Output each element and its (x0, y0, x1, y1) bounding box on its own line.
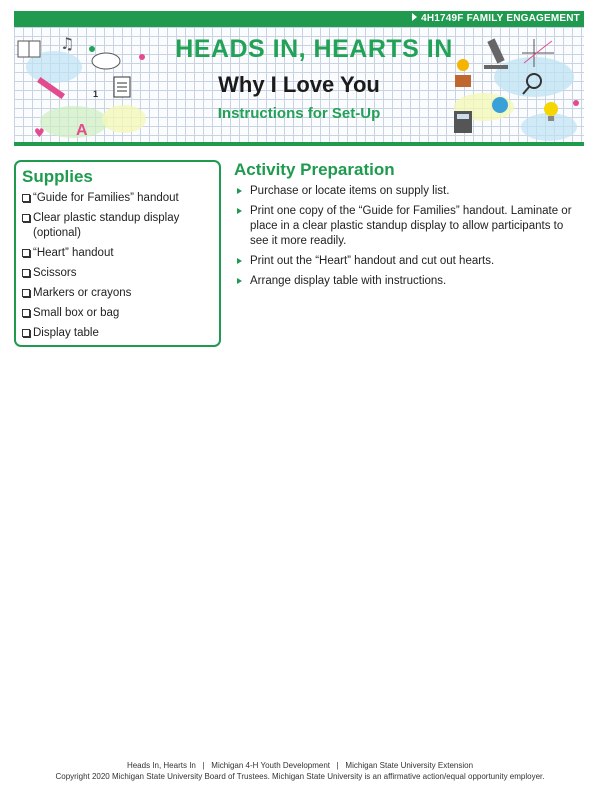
letter-a-icon: A (76, 122, 88, 139)
checkbox-icon (22, 269, 30, 277)
bullet-arrow-icon (237, 258, 242, 264)
supply-item-label: Markers or crayons (33, 287, 132, 299)
arrow-right-icon (412, 13, 417, 21)
supply-item (22, 286, 213, 301)
bullet-arrow-icon (237, 188, 242, 194)
header-banner (14, 27, 584, 146)
activity-preparation-section (234, 160, 584, 294)
supply-item (22, 191, 213, 206)
supply-item-label: Clear plastic standup display (optional) (33, 212, 180, 239)
checkbox-icon (22, 309, 30, 317)
supply-item (22, 326, 213, 341)
preparation-step-text: Purchase or locate items on supply list. (250, 185, 450, 197)
document-code-bar (14, 11, 584, 27)
heart-icon: ♥ (34, 126, 45, 140)
preparation-steps (234, 184, 584, 289)
preparation-step-text: Arrange display table with instructions. (250, 275, 447, 287)
checkbox-icon (22, 194, 30, 202)
preparation-step (234, 254, 584, 269)
supplies-box (14, 160, 221, 347)
checkbox-icon (22, 214, 30, 222)
supplies-heading: Supplies (22, 167, 93, 186)
music-note-icon: ♫ (60, 34, 75, 53)
supply-item-label: Display table (33, 327, 99, 339)
document-code-label: 4H1749F FAMILY ENGAGEMENT (421, 13, 580, 24)
bullet-arrow-icon (237, 278, 242, 284)
checkbox-icon (22, 249, 30, 257)
preparation-heading: Activity Preparation (234, 160, 395, 179)
preparation-step-text: Print one copy of the “Guide for Families” handout. Laminate or place in a clear plastic standup display to allow participants to see it more readily. (250, 205, 572, 247)
banner-instructions-label: Instructions for Set-Up (217, 105, 381, 122)
footer-credits: Heads In, Hearts In | Michigan 4-H Youth Development | Michigan State University Extension (126, 761, 474, 770)
footer-copyright: Copyright 2020 Michigan State University Board of Trustees. Michigan State University is an affirmative action/equal opportunity employer. (55, 772, 545, 781)
preparation-step-text: Print out the “Heart” handout and cut out hearts. (250, 255, 495, 267)
supplies-list (22, 191, 213, 341)
supply-item (22, 266, 213, 281)
checkbox-icon (22, 289, 30, 297)
supply-item-label: Scissors (33, 267, 77, 279)
supply-item (22, 246, 213, 261)
supply-item-label: “Guide for Families” handout (33, 192, 179, 204)
preparation-step (234, 204, 584, 249)
preparation-step (234, 184, 584, 199)
supply-item (22, 306, 213, 321)
preparation-step (234, 274, 584, 289)
banner-subtitle: Why I Love You (218, 72, 380, 97)
page-footer (0, 760, 600, 782)
number-one-glyph: 1 (93, 89, 99, 99)
supply-item-label: Small box or bag (33, 307, 120, 319)
supply-item-label: “Heart” handout (33, 247, 114, 259)
bullet-arrow-icon (237, 208, 242, 214)
banner-title: HEADS IN, HEARTS IN (175, 35, 453, 63)
checkbox-icon (22, 329, 30, 337)
supply-item (22, 211, 213, 241)
